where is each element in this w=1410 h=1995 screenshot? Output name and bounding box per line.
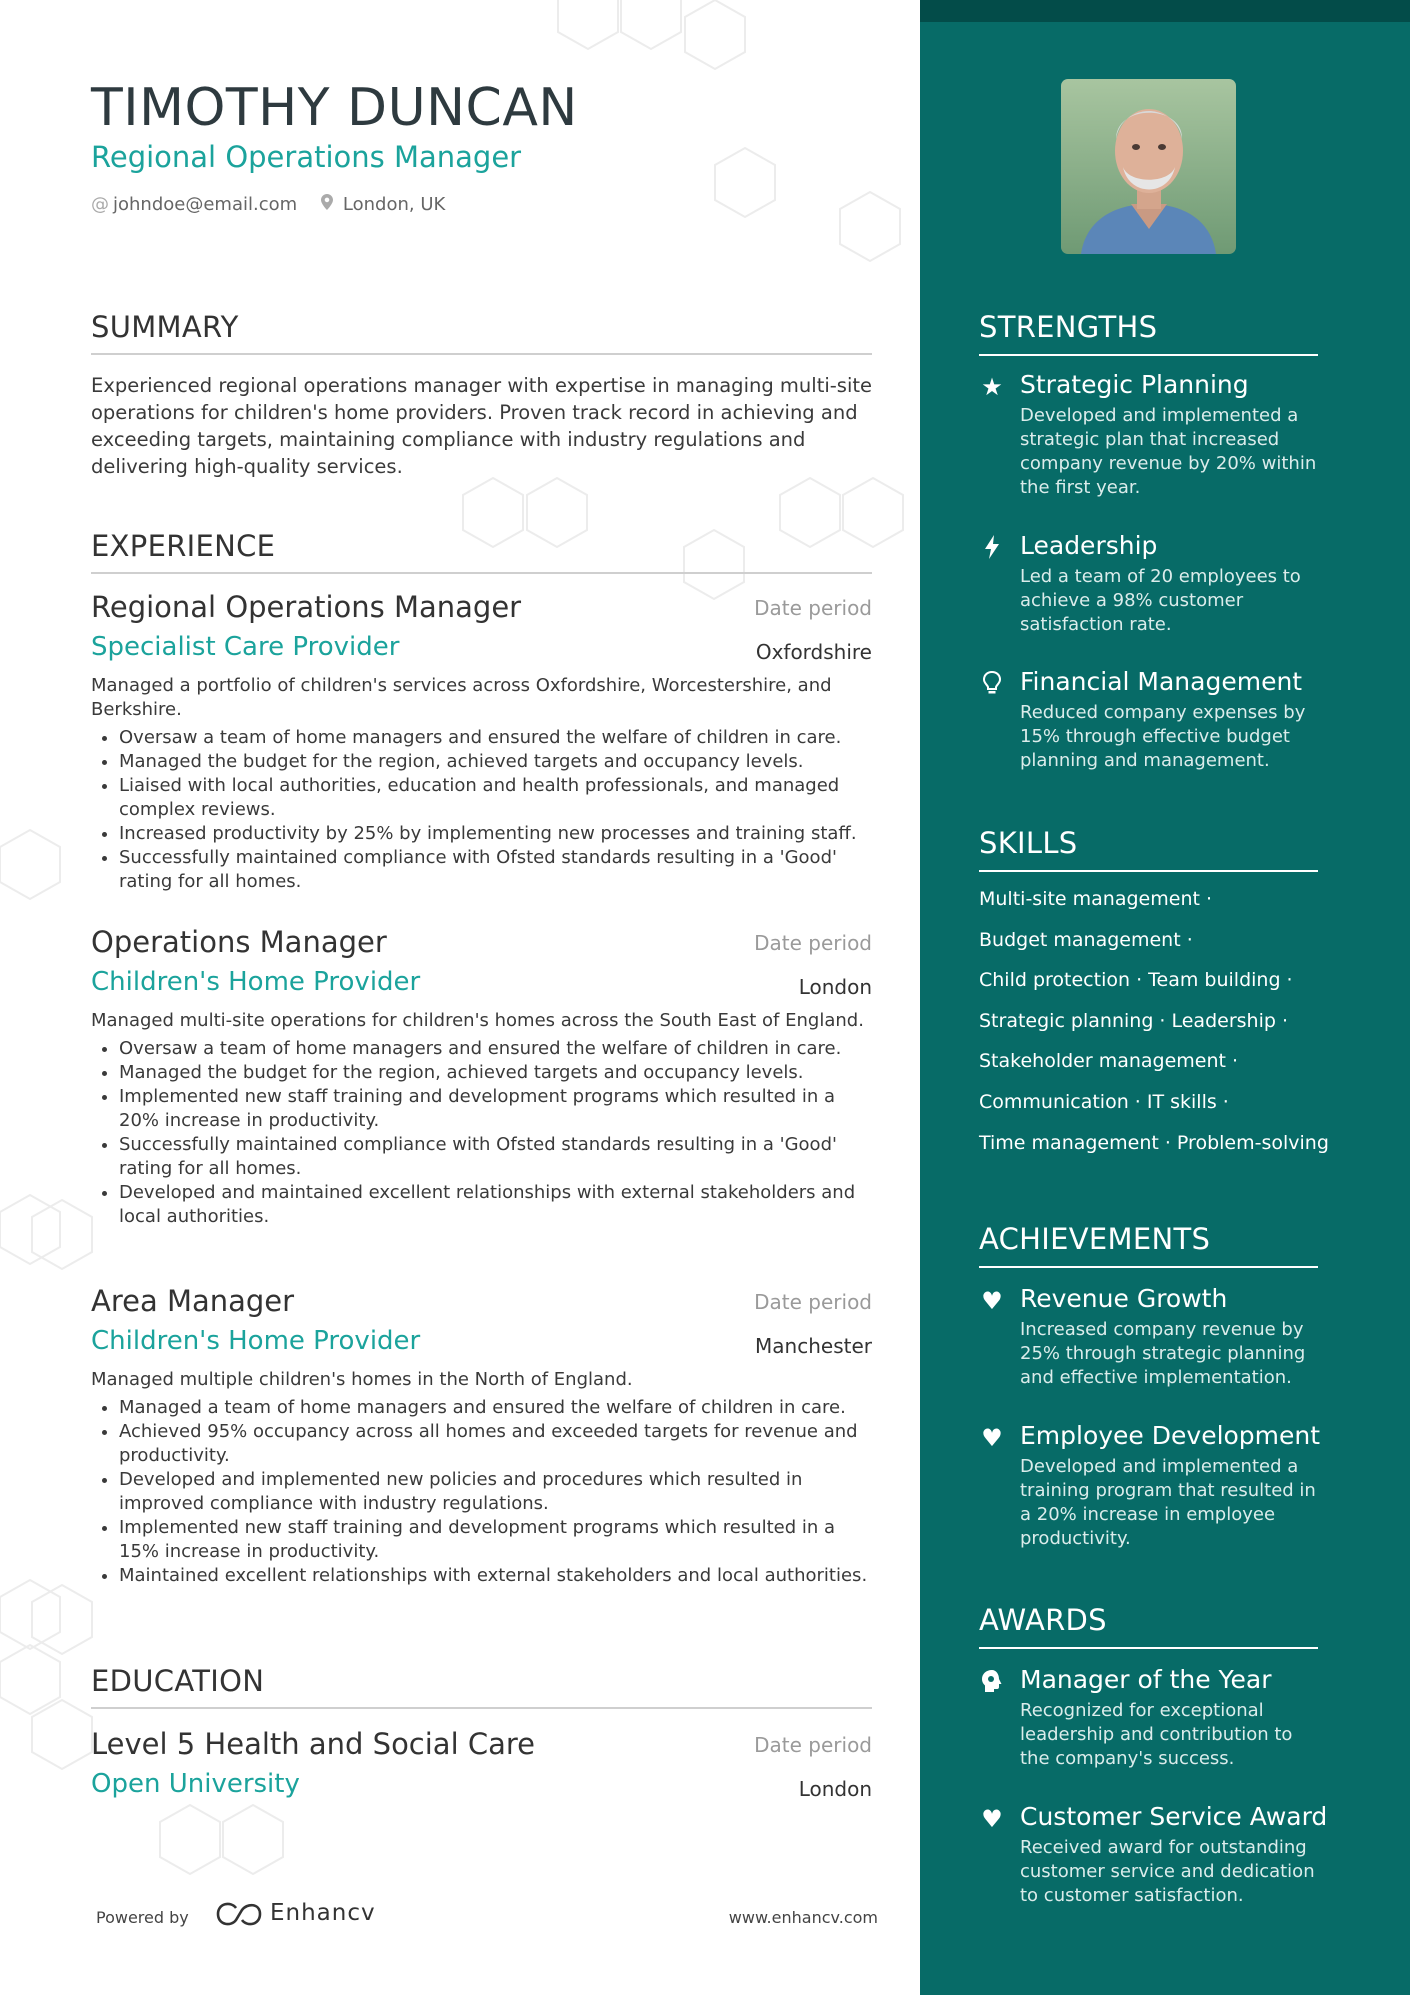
skill-row: Time management · Problem-solving <box>979 1131 1329 1154</box>
education-heading: EDUCATION <box>91 1664 872 1709</box>
job-company: Children's Home Provider <box>91 1326 421 1356</box>
at-icon: @ <box>91 194 109 215</box>
heart-icon: ♥ <box>981 1805 1003 1833</box>
strength-item <box>979 370 1319 500</box>
job-bullet: • Implemented new staff training and development programs which resulted in a 20% increase in productivity. <box>119 1085 872 1133</box>
enhancv-logo-icon <box>216 1902 262 1926</box>
job-bullet: • Managed a team of home managers and ensured the welfare of children in care. <box>119 1396 872 1420</box>
candidate-role: Regional Operations Manager <box>91 140 522 174</box>
skills-list <box>979 888 1339 1172</box>
job-bullet: • Successfully maintained compliance with Ofsted standards resulting in a 'Good' rating for all homes. <box>119 846 872 894</box>
job-company: Specialist Care Provider <box>91 632 400 662</box>
email-item[interactable] <box>91 194 297 215</box>
job-title: Operations Manager <box>91 925 387 959</box>
job-bullet: • Successfully maintained compliance with Ofsted standards resulting in a 'Good' rating for all homes. <box>119 1133 872 1181</box>
awards-heading: AWARDS <box>979 1603 1318 1649</box>
achievement-item <box>979 1284 1319 1390</box>
job-bullet: • Oversaw a team of home managers and ensured the welfare of children in care. <box>119 726 872 750</box>
education-entry <box>91 1727 872 1799</box>
strength-item <box>979 531 1319 637</box>
star-icon: ★ <box>981 373 1003 401</box>
strengths-heading: STRENGTHS <box>979 310 1318 356</box>
job-description: Managed multi-site operations for children's homes across the South East of England. <box>91 1010 864 1031</box>
candidate-name: TIMOTHY DUNCAN <box>91 78 578 138</box>
job-bullets <box>91 1037 872 1229</box>
experience-heading: EXPERIENCE <box>91 529 872 574</box>
education-date: Date period <box>754 1733 872 1757</box>
achievement-desc: Developed and implemented a training program that resulted in a 20% increase in employee productivity. <box>1020 1456 1316 1549</box>
job-location: Oxfordshire <box>755 640 872 664</box>
job-date: Date period <box>754 596 872 620</box>
job-bullet: • Managed the budget for the region, achieved targets and occupancy levels. <box>119 1061 872 1085</box>
job-description: Managed a portfolio of children's services across Oxfordshire, Worcestershire, and Berkshire. <box>91 675 832 720</box>
enhancv-logo[interactable] <box>216 1900 376 1926</box>
skill-row: Multi-site management · <box>979 888 1213 910</box>
job-bullet: • Oversaw a team of home managers and ensured the welfare of children in care. <box>119 1037 872 1061</box>
sidebar <box>920 0 1410 1995</box>
job-company: Children's Home Provider <box>91 967 421 997</box>
job-title: Regional Operations Manager <box>91 590 522 624</box>
job-entry <box>91 590 872 894</box>
award-desc: Recognized for exceptional leadership and contribution to the company's success. <box>1020 1700 1293 1769</box>
achievement-item <box>979 1421 1319 1551</box>
strength-item <box>979 667 1319 773</box>
location-pin-icon <box>321 194 339 215</box>
brand-name: Enhancv <box>270 1900 376 1926</box>
website-link[interactable]: www.enhancv.com <box>728 1908 878 1927</box>
head-icon <box>979 1669 1005 1695</box>
job-bullet: • Managed the budget for the region, achieved targets and occupancy levels. <box>119 750 872 774</box>
achievement-title: Revenue Growth <box>1020 1284 1228 1313</box>
job-bullet: • Developed and maintained excellent relationships with external stakeholders and local authorities. <box>119 1181 872 1229</box>
job-bullets <box>91 1396 872 1588</box>
summary-heading: SUMMARY <box>91 310 872 355</box>
job-location: Manchester <box>755 1334 872 1358</box>
strength-title: Strategic Planning <box>1020 370 1249 399</box>
summary-text: Experienced regional operations manager with expertise in managing multi-site operations for children's home providers. Proven track record in achieving and exceeding targets, maintaining compliance with industry regulations and delivering high-quality services. <box>91 374 873 478</box>
heart-icon: ♥ <box>981 1424 1003 1452</box>
achievements-heading: ACHIEVEMENTS <box>979 1222 1318 1268</box>
job-title: Area Manager <box>91 1284 295 1318</box>
job-description: Managed multiple children's homes in the North of England. <box>91 1369 633 1390</box>
strength-title: Financial Management <box>1020 667 1303 696</box>
lightbulb-icon <box>979 671 1005 697</box>
contact-info <box>91 194 445 215</box>
award-title: Customer Service Award <box>1020 1802 1328 1831</box>
job-bullet: • Liaised with local authorities, education and health professionals, and managed complex reviews. <box>119 774 872 822</box>
job-bullet: • Maintained excellent relationships with external stakeholders and local authorities. <box>119 1564 872 1588</box>
job-date: Date period <box>754 1290 872 1314</box>
award-title: Manager of the Year <box>1020 1665 1272 1694</box>
sidebar-top-bar <box>920 0 1410 22</box>
education-location: London <box>798 1777 872 1801</box>
job-entry <box>91 1284 872 1588</box>
skill-row: Child protection · Team building · <box>979 969 1293 992</box>
location-item <box>321 194 445 215</box>
job-bullet: • Increased productivity by 25% by implementing new processes and training staff. <box>119 822 872 846</box>
job-bullet: • Developed and implemented new policies and procedures which resulted in improved compliance with industry regulations. <box>119 1468 872 1516</box>
profile-photo <box>1061 79 1236 254</box>
strength-title: Leadership <box>1020 531 1158 560</box>
achievement-title: Employee Development <box>1020 1421 1321 1450</box>
school-name: Open University <box>91 1769 300 1799</box>
lightning-icon <box>979 535 1005 561</box>
location-text: London, UK <box>342 194 446 215</box>
strength-desc: Reduced company expenses by 15% through effective budget planning and management. <box>1020 702 1306 771</box>
heart-icon: ♥ <box>981 1287 1003 1315</box>
skill-row: Budget management · <box>979 928 1193 951</box>
job-bullets <box>91 726 872 894</box>
powered-by-label: Powered by <box>96 1908 189 1927</box>
job-entry <box>91 925 872 1229</box>
strength-desc: Developed and implemented a strategic plan that increased company revenue by 20% within the first year. <box>1020 405 1317 498</box>
skill-row: Communication · IT skills · <box>979 1090 1229 1113</box>
job-bullet: • Implemented new staff training and development programs which resulted in a 15% increase in productivity. <box>119 1516 872 1564</box>
email-text: johndoe@email.com <box>113 194 298 215</box>
job-bullet: • Achieved 95% occupancy across all homes and exceeded targets for revenue and productivity. <box>119 1420 872 1468</box>
skill-row: Strategic planning · Leadership · <box>979 1009 1289 1032</box>
job-date: Date period <box>754 931 872 955</box>
skills-heading: SKILLS <box>979 826 1318 872</box>
achievement-desc: Increased company revenue by 25% through strategic planning and effective implementation. <box>1020 1319 1306 1388</box>
strength-desc: Led a team of 20 employees to achieve a 98% customer satisfaction rate. <box>1020 566 1301 635</box>
award-desc: Received award for outstanding customer service and dedication to customer satisfaction. <box>1020 1837 1315 1906</box>
job-location: London <box>798 975 872 999</box>
award-item <box>979 1802 1328 1908</box>
award-item <box>979 1665 1319 1771</box>
skill-row: Stakeholder management · <box>979 1050 1239 1073</box>
degree-title: Level 5 Health and Social Care <box>91 1727 536 1761</box>
